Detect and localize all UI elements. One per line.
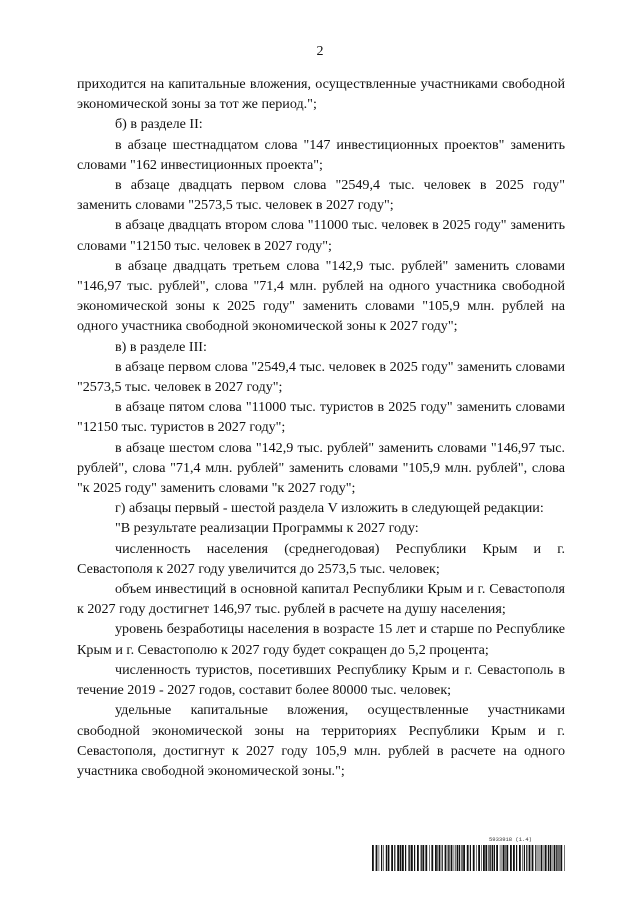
barcode-bar	[538, 845, 539, 871]
paragraph: "В результате реализации Программы к 2027 году:	[115, 520, 419, 537]
barcode-bar	[435, 845, 437, 871]
barcode-bar	[437, 845, 438, 871]
barcode-bar	[409, 845, 410, 871]
barcode-bar	[519, 845, 521, 871]
barcode-bar	[417, 845, 419, 871]
barcode-bar	[402, 845, 404, 871]
paragraph: численность туристов, посетивших Республику Крым и г. Севастополь в течение 2019 - 2027 годов, составит более 80000 тыс. человек;	[77, 661, 565, 699]
barcode-bar	[429, 845, 430, 871]
barcode-bar	[545, 845, 547, 871]
barcode-bar	[548, 845, 549, 871]
barcode-bar	[560, 845, 562, 871]
barcode-bar	[400, 845, 402, 871]
paragraph: численность населения (среднегодовая) Республики Крым и г. Севастополя к 2027 году увеличится до 2573,5 тыс. человек;	[77, 540, 565, 577]
barcode-bar	[496, 845, 498, 871]
barcode-bar	[532, 845, 534, 871]
barcode-bar	[478, 845, 480, 871]
barcode-bar	[490, 845, 491, 871]
barcode-bar	[564, 845, 565, 871]
page-number: 2	[316, 44, 324, 59]
paragraph: в абзаце шестнадцатом слова "147 инвестиционных проектов" заменить словами "162 инвестиционных проекта";	[77, 136, 565, 173]
barcode-bar	[388, 845, 390, 871]
barcode-bar	[513, 845, 515, 871]
document-code: 5933918 (1.4)	[489, 836, 532, 843]
document-body	[77, 74, 565, 781]
barcode-bar	[425, 845, 427, 871]
barcode-bar	[553, 845, 554, 871]
paragraph: в абзаце двадцать третьем слова "142,9 тыс. рублей" заменить словами "146,97 тыс. рублей", слова "71,4 млн. рублей на одного участника свободной экономической зоны к 2025 году" заменить словами "105,9 млн. рублей на одного участника свободной экономической зоны к 2027 году";	[77, 257, 565, 335]
barcode-bar	[394, 845, 395, 871]
barcode-bar	[483, 845, 485, 871]
barcode-bar	[506, 845, 508, 871]
barcode-bar	[405, 845, 406, 871]
barcode-bar	[372, 845, 374, 871]
paragraph: в абзаце пятом слова "11000 тыс. туристов в 2025 году" заменить словами "12150 тыс. туристов в 2027 году";	[77, 399, 565, 436]
barcode-bar	[376, 845, 378, 871]
barcode-bar	[516, 845, 517, 871]
barcode-bar	[445, 845, 447, 871]
barcode-bar	[473, 845, 475, 871]
paragraph: удельные капитальные вложения, осуществленные участниками свободной экономической зоны на территориях Республики Крым и г. Севастополя, достигнут к 2027 году 105,9 млн. рублей в расчете на одного участника свободной экономической зоны.";	[77, 702, 565, 779]
barcode-bar	[488, 845, 489, 871]
barcode-bar	[379, 845, 380, 871]
barcode-bar	[476, 845, 477, 871]
barcode-bar	[500, 845, 501, 871]
barcode-bar	[442, 845, 443, 871]
barcode-bar	[381, 845, 382, 871]
barcode-bar	[559, 845, 560, 871]
barcode-bar	[550, 845, 552, 871]
barcode-bar	[411, 845, 413, 871]
barcode-bar	[526, 845, 527, 871]
barcode-bar	[481, 845, 482, 871]
barcode-bar	[454, 845, 455, 871]
barcode-bar	[505, 845, 506, 871]
paragraph: б) в разделе II:	[115, 116, 203, 133]
barcode-bar	[557, 845, 558, 871]
barcode-bar	[556, 845, 557, 871]
paragraph: приходится на капитальные вложения, осуществленные участниками свободной экономической зоны за тот же период.";	[77, 76, 565, 113]
barcode-bar	[451, 845, 453, 871]
barcode-bar	[455, 845, 456, 871]
barcode-bar	[397, 845, 399, 871]
barcode-bar	[539, 845, 540, 871]
paragraph: г) абзацы первый - шестой раздела V изложить в следующей редакции:	[115, 500, 544, 517]
barcode-bar	[448, 845, 449, 871]
barcode-bar	[414, 845, 415, 871]
barcode-bar	[457, 845, 459, 871]
barcode-bar	[494, 845, 495, 871]
barcode-bar	[524, 845, 525, 871]
barcode-bar	[449, 845, 450, 871]
barcode-bar	[485, 845, 487, 871]
barcode-bar	[541, 845, 543, 871]
barcode-bar	[431, 845, 433, 871]
barcode-bar	[467, 845, 469, 871]
barcode-bar	[503, 845, 505, 871]
barcode-bar	[421, 845, 422, 871]
barcode-bar	[492, 845, 493, 871]
barcode-bar	[459, 845, 460, 871]
paragraph: в абзаце шестом слова "142,9 тыс. рублей" заменить словами "146,97 тыс. рублей", слова "71,4 млн. рублей" заменить словами "105,9 млн. рублей", слова "к 2025 году" заменить словами "к 2027 году";	[77, 439, 565, 497]
barcode-bar	[522, 845, 523, 871]
barcode-bar	[386, 845, 387, 871]
paragraph: в абзаце первом слова "2549,4 тыс. человек в 2025 году" заменить словами "2573,5 тыс. человек в 2027 году";	[77, 358, 565, 396]
paragraph: в абзаце двадцать первом слова "2549,4 тыс. человек в 2025 году" заменить словами "2573,5 тыс. человек в 2027 году";	[77, 177, 565, 214]
barcode-bar	[408, 845, 409, 871]
barcode-bar	[461, 845, 462, 871]
paragraph: объем инвестиций в основной капитал Республики Крым и г. Севастополя к 2027 году достигнет 146,97 тыс. рублей в расчете на душу населения;	[77, 581, 565, 618]
paragraph: в абзаце двадцать втором слова "11000 тыс. человек в 2025 году" заменить словами "12150 тыс. человек в 2027 году";	[77, 217, 565, 254]
barcode-bar	[544, 845, 545, 871]
barcode-bar	[502, 845, 503, 871]
barcode-bar	[439, 845, 441, 871]
paragraph: в) в разделе III:	[115, 338, 207, 355]
barcode	[372, 845, 565, 871]
barcode-bar	[463, 845, 465, 871]
barcode-bar	[470, 845, 471, 871]
barcode-bar	[510, 845, 512, 871]
barcode-bar	[383, 845, 384, 871]
paragraph: уровень безработицы населения в возрасте 15 лет и старше по Республике Крым и г. Севастополю к 2027 году будет сокращен до 5,2 процента;	[77, 621, 565, 658]
barcode-bar	[529, 845, 531, 871]
barcode-bar	[391, 845, 393, 871]
barcode-bar	[554, 845, 555, 871]
barcode-bar	[535, 845, 536, 871]
barcode-bar	[422, 845, 424, 871]
